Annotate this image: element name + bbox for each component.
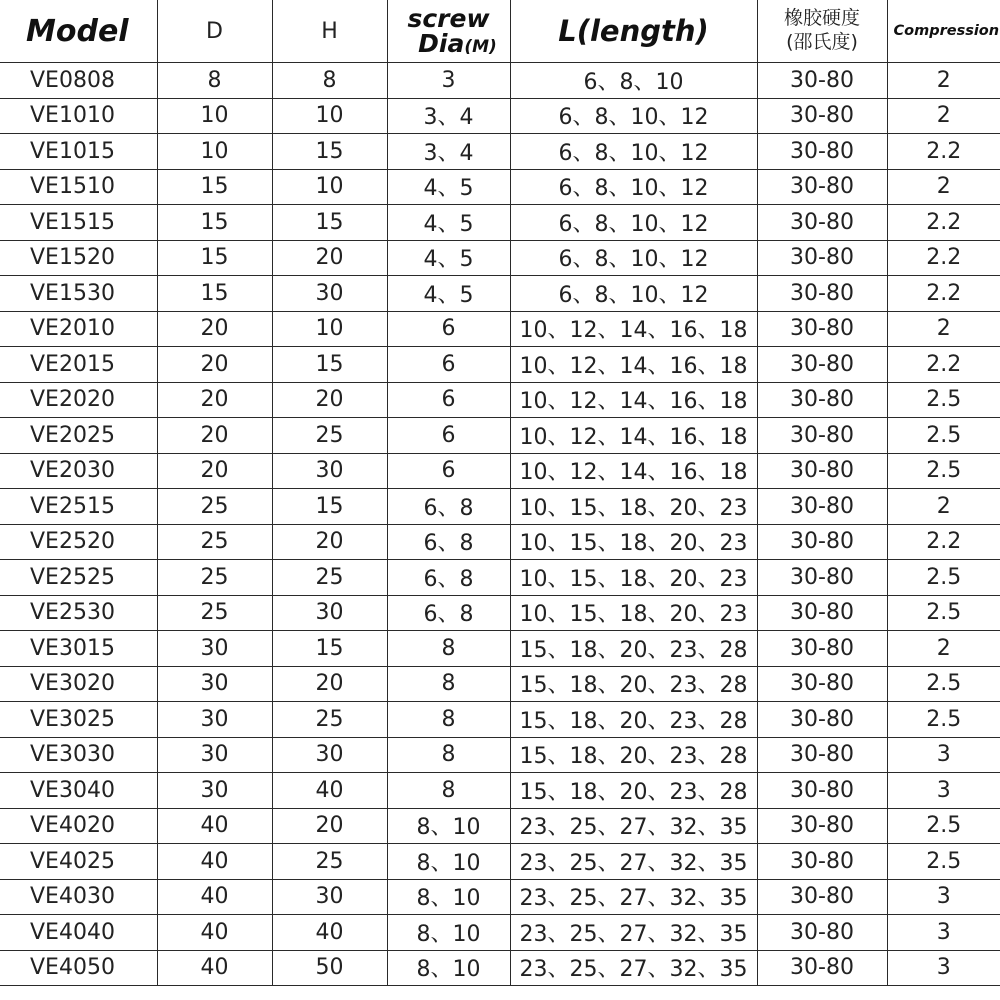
cell-screw-dia: 8、10 [387, 808, 510, 844]
cell-d: 25 [157, 489, 272, 525]
cell-d: 15 [157, 205, 272, 241]
cell-h: 20 [272, 524, 387, 560]
cell-hardness: 30-80 [757, 240, 887, 276]
cell-hardness: 30-80 [757, 773, 887, 809]
table-row [0, 276, 1000, 312]
cell-model: VE1520 [0, 240, 157, 276]
cell-hardness: 30-80 [757, 560, 887, 596]
table-row [0, 63, 1000, 99]
cell-length: 6、8、10、12 [510, 205, 757, 241]
cell-d: 8 [157, 63, 272, 99]
cell-screw-dia: 4、5 [387, 240, 510, 276]
cell-length: 23、25、27、32、35 [510, 950, 757, 986]
cell-d: 40 [157, 808, 272, 844]
cell-compression: 2 [887, 489, 1000, 525]
cell-length: 15、18、20、23、28 [510, 666, 757, 702]
cell-screw-dia: 8 [387, 702, 510, 738]
cell-hardness: 30-80 [757, 169, 887, 205]
cell-model: VE4020 [0, 808, 157, 844]
cell-d: 20 [157, 347, 272, 383]
cell-model: VE2515 [0, 489, 157, 525]
cell-screw-dia: 8 [387, 773, 510, 809]
table-row [0, 134, 1000, 170]
cell-length: 6、8、10、12 [510, 169, 757, 205]
table-row [0, 418, 1000, 454]
table-header [0, 0, 1000, 63]
header-hardness [757, 0, 887, 63]
cell-screw-dia: 8 [387, 666, 510, 702]
cell-d: 30 [157, 666, 272, 702]
cell-model: VE4030 [0, 879, 157, 915]
cell-compression: 2.2 [887, 276, 1000, 312]
cell-compression: 2 [887, 631, 1000, 667]
cell-hardness: 30-80 [757, 844, 887, 880]
cell-d: 30 [157, 702, 272, 738]
cell-screw-dia: 6 [387, 453, 510, 489]
cell-length: 23、25、27、32、35 [510, 879, 757, 915]
cell-length: 15、18、20、23、28 [510, 773, 757, 809]
cell-length: 10、15、18、20、23 [510, 524, 757, 560]
cell-length: 10、12、14、16、18 [510, 453, 757, 489]
cell-compression: 2.5 [887, 453, 1000, 489]
cell-length: 10、15、18、20、23 [510, 489, 757, 525]
cell-compression: 2.2 [887, 240, 1000, 276]
cell-h: 15 [272, 631, 387, 667]
cell-length: 6、8、10、12 [510, 240, 757, 276]
header-screw-line1: screw [407, 4, 490, 33]
cell-model: VE4025 [0, 844, 157, 880]
table-row [0, 240, 1000, 276]
cell-screw-dia: 8、10 [387, 879, 510, 915]
cell-compression: 2.5 [887, 382, 1000, 418]
header-d: D [157, 0, 272, 63]
cell-compression: 2.2 [887, 205, 1000, 241]
cell-d: 40 [157, 950, 272, 986]
cell-h: 30 [272, 453, 387, 489]
cell-compression: 2.5 [887, 808, 1000, 844]
cell-d: 25 [157, 524, 272, 560]
table-row [0, 311, 1000, 347]
cell-hardness: 30-80 [757, 311, 887, 347]
cell-h: 15 [272, 134, 387, 170]
table-row [0, 98, 1000, 134]
cell-model: VE2015 [0, 347, 157, 383]
cell-h: 20 [272, 382, 387, 418]
cell-h: 30 [272, 595, 387, 631]
header-hardness-line2: (邵氏度) [786, 31, 858, 53]
cell-screw-dia: 3、4 [387, 134, 510, 170]
cell-h: 50 [272, 950, 387, 986]
table-row [0, 453, 1000, 489]
cell-length: 6、8、10 [510, 63, 757, 99]
cell-length: 23、25、27、32、35 [510, 915, 757, 951]
cell-hardness: 30-80 [757, 702, 887, 738]
cell-screw-dia: 8、10 [387, 950, 510, 986]
cell-compression: 2.5 [887, 560, 1000, 596]
cell-model: VE1530 [0, 276, 157, 312]
cell-model: VE4050 [0, 950, 157, 986]
table-row [0, 773, 1000, 809]
cell-screw-dia: 3 [387, 63, 510, 99]
cell-d: 40 [157, 879, 272, 915]
cell-h: 30 [272, 276, 387, 312]
cell-hardness: 30-80 [757, 737, 887, 773]
cell-compression: 2.2 [887, 524, 1000, 560]
cell-d: 10 [157, 134, 272, 170]
header-screw-dia [387, 0, 510, 63]
cell-hardness: 30-80 [757, 631, 887, 667]
cell-screw-dia: 8、10 [387, 844, 510, 880]
cell-model: VE2525 [0, 560, 157, 596]
cell-h: 10 [272, 98, 387, 134]
cell-d: 40 [157, 915, 272, 951]
header-length: L(length) [510, 0, 757, 63]
cell-length: 10、15、18、20、23 [510, 560, 757, 596]
cell-compression: 3 [887, 737, 1000, 773]
cell-h: 40 [272, 773, 387, 809]
cell-screw-dia: 4、5 [387, 205, 510, 241]
table-row [0, 915, 1000, 951]
cell-d: 10 [157, 98, 272, 134]
table-row [0, 595, 1000, 631]
cell-d: 25 [157, 560, 272, 596]
cell-screw-dia: 6 [387, 311, 510, 347]
cell-model: VE1515 [0, 205, 157, 241]
cell-compression: 2.2 [887, 347, 1000, 383]
cell-h: 30 [272, 879, 387, 915]
header-screw-line2-wrap [388, 31, 510, 56]
header-model: Model [0, 0, 157, 63]
cell-screw-dia: 6 [387, 347, 510, 383]
cell-h: 30 [272, 737, 387, 773]
cell-length: 10、12、14、16、18 [510, 347, 757, 383]
cell-hardness: 30-80 [757, 950, 887, 986]
table-row [0, 382, 1000, 418]
cell-screw-dia: 8 [387, 737, 510, 773]
cell-length: 6、8、10、12 [510, 98, 757, 134]
cell-length: 10、12、14、16、18 [510, 311, 757, 347]
table-row [0, 879, 1000, 915]
cell-h: 20 [272, 240, 387, 276]
cell-compression: 3 [887, 773, 1000, 809]
header-screw-unit: (M) [464, 37, 497, 57]
cell-model: VE2530 [0, 595, 157, 631]
cell-hardness: 30-80 [757, 418, 887, 454]
cell-h: 8 [272, 63, 387, 99]
cell-model: VE3040 [0, 773, 157, 809]
cell-model: VE1010 [0, 98, 157, 134]
cell-screw-dia: 8 [387, 631, 510, 667]
cell-model: VE3015 [0, 631, 157, 667]
table-row [0, 169, 1000, 205]
cell-hardness: 30-80 [757, 595, 887, 631]
cell-d: 20 [157, 311, 272, 347]
cell-compression: 2.2 [887, 134, 1000, 170]
cell-d: 20 [157, 453, 272, 489]
cell-h: 25 [272, 702, 387, 738]
cell-length: 23、25、27、32、35 [510, 808, 757, 844]
cell-screw-dia: 6、8 [387, 524, 510, 560]
cell-h: 25 [272, 844, 387, 880]
cell-model: VE2010 [0, 311, 157, 347]
cell-model: VE0808 [0, 63, 157, 99]
cell-compression: 2 [887, 98, 1000, 134]
table-row [0, 631, 1000, 667]
cell-screw-dia: 8、10 [387, 915, 510, 951]
cell-d: 20 [157, 382, 272, 418]
table-row [0, 737, 1000, 773]
cell-length: 10、12、14、16、18 [510, 418, 757, 454]
cell-compression: 3 [887, 950, 1000, 986]
cell-screw-dia: 6、8 [387, 595, 510, 631]
header-row [0, 0, 1000, 63]
cell-h: 10 [272, 311, 387, 347]
cell-d: 20 [157, 418, 272, 454]
table-row [0, 844, 1000, 880]
cell-d: 30 [157, 773, 272, 809]
table-row [0, 666, 1000, 702]
table-row [0, 347, 1000, 383]
cell-hardness: 30-80 [757, 879, 887, 915]
cell-compression: 2 [887, 311, 1000, 347]
cell-compression: 2.5 [887, 418, 1000, 454]
header-screw-line2: Dia [418, 29, 465, 58]
table-body [0, 63, 1000, 986]
cell-compression: 2.5 [887, 702, 1000, 738]
cell-model: VE3030 [0, 737, 157, 773]
cell-d: 15 [157, 276, 272, 312]
cell-d: 15 [157, 240, 272, 276]
cell-model: VE2020 [0, 382, 157, 418]
cell-h: 25 [272, 560, 387, 596]
table-row [0, 489, 1000, 525]
header-compression: Compression [887, 0, 1000, 63]
table-row [0, 702, 1000, 738]
cell-h: 15 [272, 347, 387, 383]
cell-length: 6、8、10、12 [510, 276, 757, 312]
cell-length: 10、15、18、20、23 [510, 595, 757, 631]
cell-model: VE1015 [0, 134, 157, 170]
table-row [0, 950, 1000, 986]
cell-model: VE4040 [0, 915, 157, 951]
cell-model: VE1510 [0, 169, 157, 205]
cell-hardness: 30-80 [757, 382, 887, 418]
cell-model: VE2520 [0, 524, 157, 560]
cell-h: 20 [272, 666, 387, 702]
cell-d: 25 [157, 595, 272, 631]
cell-model: VE2025 [0, 418, 157, 454]
cell-hardness: 30-80 [757, 666, 887, 702]
cell-length: 10、12、14、16、18 [510, 382, 757, 418]
cell-hardness: 30-80 [757, 63, 887, 99]
cell-h: 25 [272, 418, 387, 454]
cell-screw-dia: 6 [387, 382, 510, 418]
cell-h: 15 [272, 489, 387, 525]
cell-hardness: 30-80 [757, 205, 887, 241]
cell-hardness: 30-80 [757, 915, 887, 951]
cell-h: 10 [272, 169, 387, 205]
cell-model: VE3020 [0, 666, 157, 702]
cell-screw-dia: 4、5 [387, 169, 510, 205]
table-row [0, 205, 1000, 241]
cell-model: VE3025 [0, 702, 157, 738]
cell-d: 15 [157, 169, 272, 205]
cell-length: 15、18、20、23、28 [510, 702, 757, 738]
cell-compression: 2.5 [887, 666, 1000, 702]
cell-h: 20 [272, 808, 387, 844]
cell-hardness: 30-80 [757, 347, 887, 383]
cell-compression: 2.5 [887, 844, 1000, 880]
cell-d: 40 [157, 844, 272, 880]
cell-screw-dia: 6、8 [387, 489, 510, 525]
cell-compression: 3 [887, 879, 1000, 915]
cell-compression: 2 [887, 63, 1000, 99]
cell-screw-dia: 4、5 [387, 276, 510, 312]
cell-hardness: 30-80 [757, 524, 887, 560]
cell-hardness: 30-80 [757, 134, 887, 170]
cell-hardness: 30-80 [757, 276, 887, 312]
cell-d: 30 [157, 737, 272, 773]
cell-length: 15、18、20、23、28 [510, 631, 757, 667]
header-h: H [272, 0, 387, 63]
cell-hardness: 30-80 [757, 98, 887, 134]
cell-hardness: 30-80 [757, 489, 887, 525]
cell-hardness: 30-80 [757, 453, 887, 489]
cell-compression: 2 [887, 169, 1000, 205]
cell-compression: 3 [887, 915, 1000, 951]
table-row [0, 808, 1000, 844]
cell-model: VE2030 [0, 453, 157, 489]
cell-length: 15、18、20、23、28 [510, 737, 757, 773]
cell-h: 40 [272, 915, 387, 951]
cell-length: 6、8、10、12 [510, 134, 757, 170]
cell-screw-dia: 6 [387, 418, 510, 454]
cell-compression: 2.5 [887, 595, 1000, 631]
cell-length: 23、25、27、32、35 [510, 844, 757, 880]
table-row [0, 524, 1000, 560]
cell-hardness: 30-80 [757, 808, 887, 844]
header-hardness-line1: 橡胶硬度 [783, 7, 860, 30]
table-row [0, 560, 1000, 596]
cell-screw-dia: 6、8 [387, 560, 510, 596]
cell-d: 30 [157, 631, 272, 667]
cell-screw-dia: 3、4 [387, 98, 510, 134]
cell-h: 15 [272, 205, 387, 241]
